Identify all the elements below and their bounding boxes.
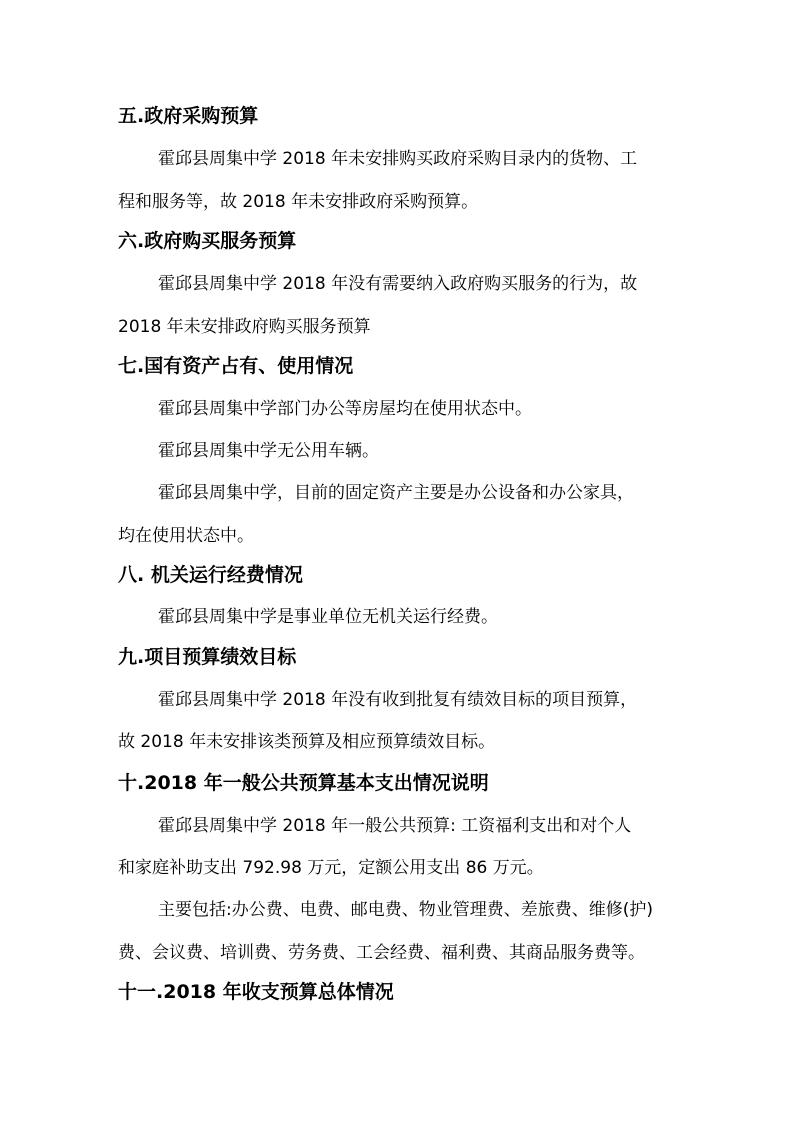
section-heading-basic-expenditure: 十.2018 年一般公共预算基本支出情况说明 bbox=[118, 772, 489, 794]
section-heading-purchase-services: 六.政府购买服务预算 bbox=[118, 230, 297, 252]
paragraph-line: 均在使用状态中。 bbox=[118, 526, 254, 546]
section-heading-operating-funds: 八. 机关运行经费情况 bbox=[118, 564, 303, 586]
section-heading-overall-budget: 十一.2018 年收支预算总体情况 bbox=[118, 981, 394, 1003]
paragraph-line: 霍邱县周集中学 2018 年未安排购买政府采购目录内的货物、工 bbox=[158, 149, 638, 169]
paragraph-line: 霍邱县周集中学 2018 年一般公共预算: 工资福利支出和对个人 bbox=[158, 816, 632, 836]
section-heading-procurement: 五.政府采购预算 bbox=[118, 105, 259, 127]
section-heading-state-assets: 七.国有资产占有、使用情况 bbox=[118, 355, 354, 377]
section-heading-performance-goals: 九.项目预算绩效目标 bbox=[118, 646, 297, 668]
paragraph-line: 霍邱县周集中学无公用车辆。 bbox=[158, 441, 379, 461]
paragraph-line: 霍邱县周集中学 2018 年没有需要纳入政府购买服务的行为，故 bbox=[158, 274, 638, 294]
paragraph-line: 霍邱县周集中学部门办公等房屋均在使用状态中。 bbox=[158, 399, 532, 419]
paragraph-line: 费、会议费、培训费、劳务费、工会经费、福利费、其商品服务费等。 bbox=[118, 943, 645, 963]
paragraph-line: 程和服务等，故 2018 年未安排政府采购预算。 bbox=[118, 192, 479, 212]
paragraph-line: 霍邱县周集中学是事业单位无机关运行经费。 bbox=[158, 607, 498, 627]
paragraph-line: 霍邱县周集中学，目前的固定资产主要是办公设备和办公家具， bbox=[158, 483, 634, 503]
paragraph-line: 和家庭补助支出 792.98 万元，定额公用支出 86 万元。 bbox=[118, 858, 544, 878]
paragraph-line: 故 2018 年未安排该类预算及相应预算绩效目标。 bbox=[118, 732, 496, 752]
paragraph-line: 霍邱县周集中学 2018 年没有收到批复有绩效目标的项目预算， bbox=[158, 690, 638, 710]
paragraph-line: 2018 年未安排政府购买服务预算 bbox=[118, 317, 371, 337]
paragraph-line: 主要包括:办公费、电费、邮电费、物业管理费、差旅费、维修(护) bbox=[158, 900, 653, 920]
